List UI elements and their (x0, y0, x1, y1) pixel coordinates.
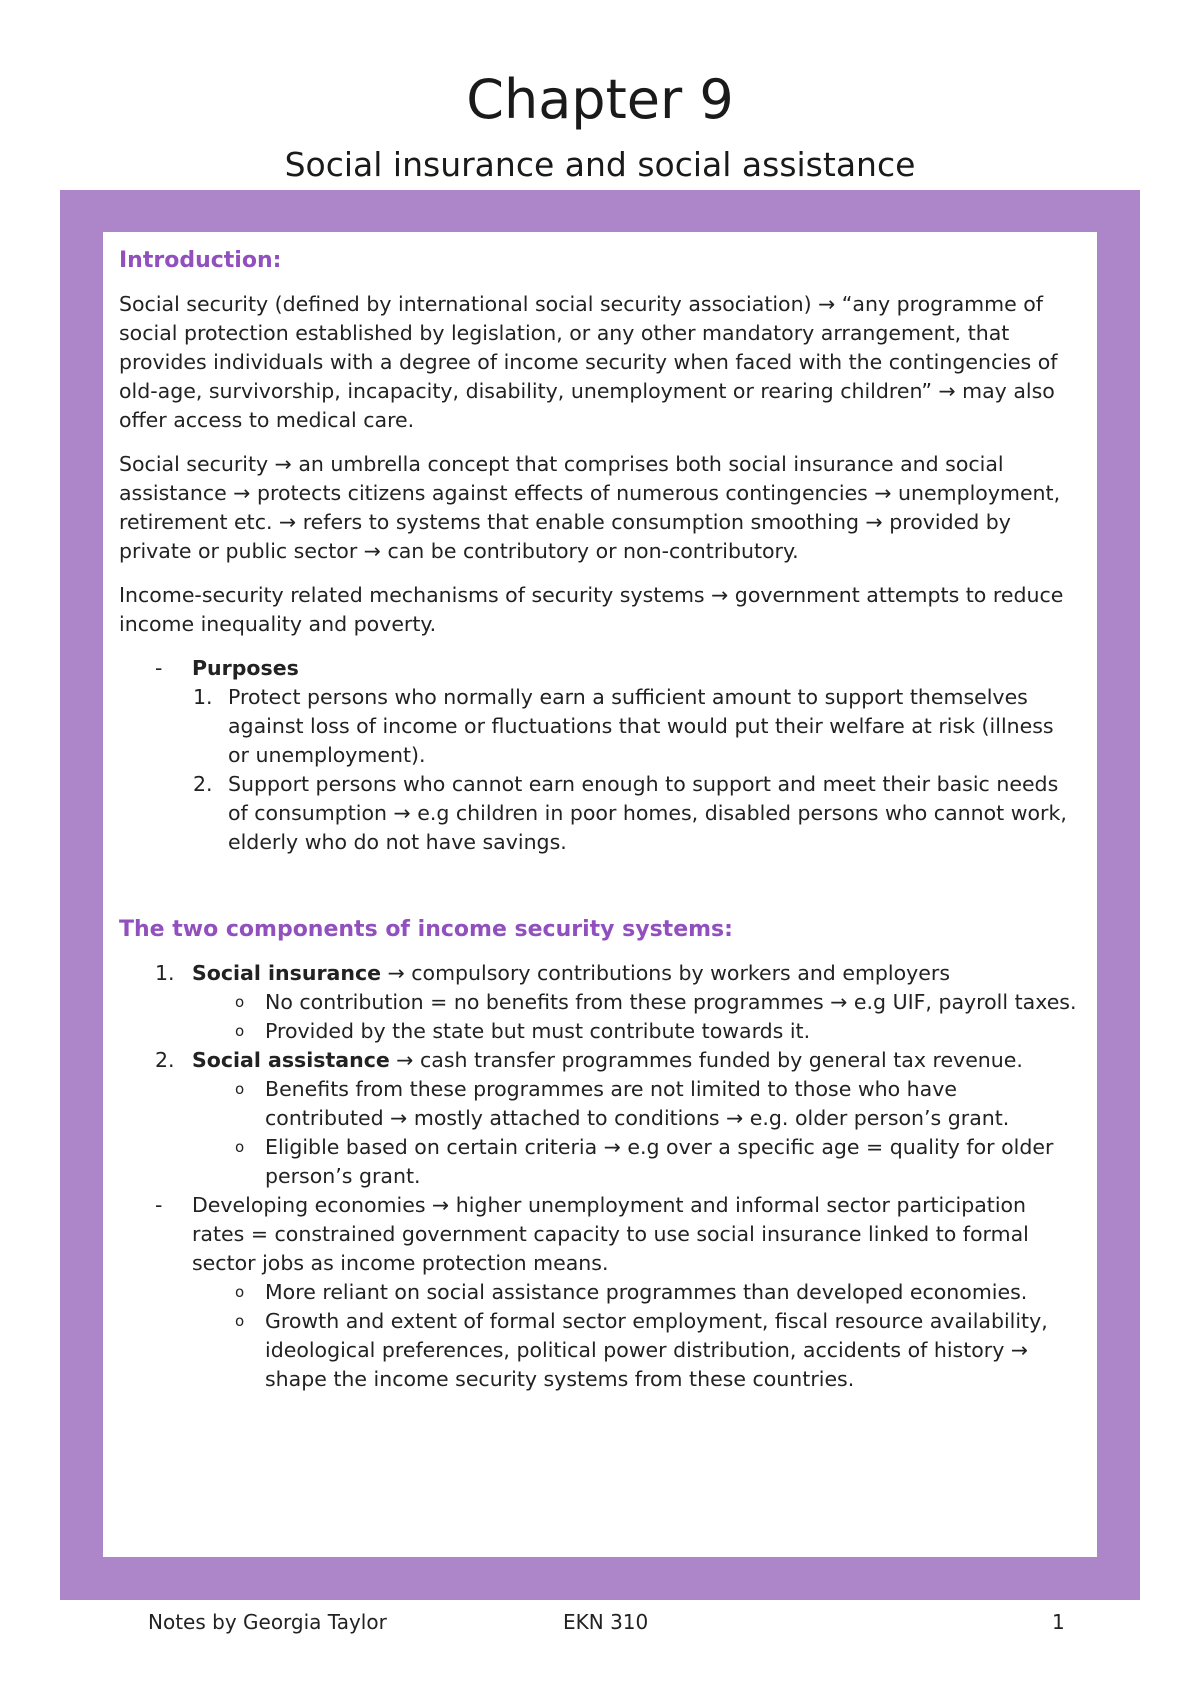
sub-bullet-text: More reliant on social assistance programmes than developed economies. (265, 1280, 1028, 1304)
sub-bullet (119, 1017, 1081, 1046)
number-marker: 1. (193, 685, 213, 709)
circle-bullet-icon: o (235, 1312, 245, 1330)
content-box (103, 232, 1097, 1557)
developing-economies-item (119, 1191, 1081, 1278)
circle-bullet-icon: o (235, 993, 245, 1011)
purpose-item-2 (119, 770, 1081, 857)
developing-text: Developing economies → higher unemployment and informal sector participation rates = constrained government capacity to use social insurance linked to formal sector jobs as income protection means. (192, 1193, 1029, 1275)
sub-bullet (119, 1075, 1081, 1133)
circle-bullet-icon: o (235, 1138, 245, 1156)
component-text: → compulsory contributions by workers and employers (381, 961, 951, 985)
footer-course: EKN 310 (563, 1610, 649, 1634)
component-text: → cash transfer programmes funded by general tax revenue. (389, 1048, 1023, 1072)
intro-paragraph-3: Income-security related mechanisms of security systems → government attempts to reduce income inequality and poverty. (119, 583, 1064, 636)
intro-paragraph-1: Social security (defined by international social security association) → “any programme of social protection established by legislation, or any other mandatory arrangement, that provides individuals with a degree of income security when faced with the contingencies of old-age, survivorship, incapacity, disability, unemployment or rearing children” → may also offer access to medical care. (119, 292, 1058, 432)
purpose-item-1 (119, 683, 1081, 770)
circle-bullet-icon: o (235, 1283, 245, 1301)
sub-bullet (119, 1278, 1081, 1307)
component-item-social-assistance (119, 1046, 1081, 1075)
dash-marker: - (155, 656, 163, 680)
circle-bullet-icon: o (235, 1080, 245, 1098)
component-item-social-insurance (119, 959, 1081, 988)
sub-bullet (119, 1307, 1081, 1394)
sub-bullet-text: Provided by the state but must contribute towards it. (265, 1019, 811, 1043)
purpose-text-1: Protect persons who normally earn a sufficient amount to support themselves against loss of income or fluctuations that would put their welfare at risk (illness or unemployment). (228, 685, 1054, 767)
purple-frame (60, 190, 1140, 1600)
purposes-numbered-list (119, 683, 1081, 857)
sub-bullet (119, 1133, 1081, 1191)
sub-bullet-text: Growth and extent of formal sector employment, fiscal resource availability, ideological preferences, political power distribution, accidents of history → shape the income security systems from these countries. (265, 1309, 1048, 1391)
chapter-subtitle: Social insurance and social assistance (284, 145, 916, 184)
intro-paragraph-2: Social security → an umbrella concept that comprises both social insurance and social assistance → protects citizens against effects of numerous contingencies → unemployment, retirement etc. → refers to systems that enable consumption smoothing → provided by private or public sector → can be contributory or non-contributory. (119, 452, 1061, 563)
chapter-title: Chapter 9 (466, 68, 734, 131)
component-term: Social insurance (192, 961, 382, 985)
purpose-text-2: Support persons who cannot earn enough to support and meet their basic needs of consumption → e.g children in poor homes, disabled persons who cannot work, elderly who do not have savings. (228, 772, 1067, 854)
sub-bullet-text: Eligible based on certain criteria → e.g over a specific age = quality for older person’s grant. (265, 1135, 1054, 1188)
number-marker: 2. (155, 1048, 175, 1072)
dash-marker: - (155, 1193, 163, 1217)
components-heading: The two components of income security systems: (119, 917, 733, 942)
purposes-label: Purposes (192, 656, 299, 680)
components-list (119, 959, 1081, 1394)
purposes-list (119, 654, 1081, 683)
footer-page-number: 1 (1052, 1610, 1065, 1634)
number-marker: 1. (155, 961, 175, 985)
footer-author: Notes by Georgia Taylor (148, 1610, 387, 1634)
introduction-heading: Introduction: (119, 248, 282, 273)
sub-bullet (119, 988, 1081, 1017)
component-term: Social assistance (192, 1048, 390, 1072)
number-marker: 2. (193, 772, 213, 796)
circle-bullet-icon: o (235, 1022, 245, 1040)
sub-bullet-text: Benefits from these programmes are not limited to those who have contributed → mostly attached to conditions → e.g. older person’s grant. (265, 1077, 1010, 1130)
purposes-item (119, 654, 1081, 683)
sub-bullet-text: No contribution = no benefits from these programmes → e.g UIF, payroll taxes. (265, 990, 1077, 1014)
